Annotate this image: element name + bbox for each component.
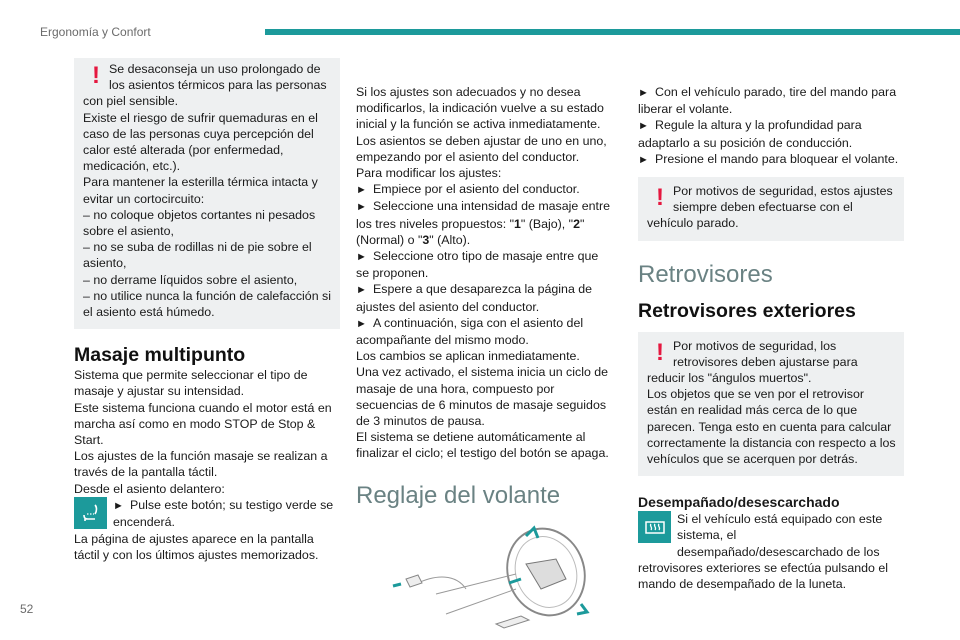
level-3: 3 <box>422 232 430 247</box>
warning-text: – no derrame líquidos sobre el asiento, <box>83 272 298 287</box>
step-text: ► Seleccione otro tipo de masaje entre que se proponen. <box>356 248 612 281</box>
warning-icon: ! <box>92 62 100 89</box>
page-number: 52 <box>20 602 34 616</box>
heading-retrovisores-exteriores: Retrovisores exteriores <box>638 299 856 322</box>
step-text: ► Espere a que desaparezca la página de ajustes del asiento del conductor. <box>356 281 612 314</box>
warning-text: Para mantener la esterilla térmica intacta y evitar un cortocircuito: <box>83 175 318 206</box>
rear-defrost-icon <box>638 511 671 543</box>
heading-retrovisores: Retrovisores <box>638 260 773 288</box>
warning-icon: ! <box>656 184 664 212</box>
paragraph: Para modificar los ajustes: <box>356 166 502 181</box>
text: " (Normal) o " <box>356 216 585 247</box>
text: Seleccione una intensidad de masaje entre los tres niveles propuestos: " <box>356 199 610 231</box>
step-text: ► Con el vehículo parado, tire del mando para liberar el volante. <box>638 84 904 117</box>
column-2 <box>356 84 612 638</box>
step-text <box>356 198 612 248</box>
paragraph: Sistema que permite seleccionar el tipo de masaje y ajustar su intensidad. <box>74 368 308 399</box>
heading-reglaje-volante: Reglaje del volante <box>356 481 561 509</box>
warning-box-mirrors <box>638 332 904 477</box>
warning-text: – no se suba de rodillas ni de pie sobre el asiento, <box>83 240 312 271</box>
header-accent-bar <box>265 29 960 35</box>
paragraph: Los cambios se aplican inmediatamente. <box>356 349 580 364</box>
level-2: 2 <box>573 216 580 231</box>
paragraph: Los ajustes de la función masaje se realizan a través de la pantalla táctil. <box>74 449 328 480</box>
warning-text: – no coloque objetos cortantes ni pesados sobre el asiento, <box>83 207 316 239</box>
heading-desempanado: Desempañado/desescarchado <box>638 494 840 511</box>
level-1: 1 <box>513 216 521 231</box>
text: " (Bajo), " <box>520 216 574 231</box>
text: " (Alto). <box>429 232 471 247</box>
section-header: Ergonomía y Confort <box>40 25 151 39</box>
warning-box-heated-seats <box>74 58 340 329</box>
step-text: ► Regule la altura y la profundidad para adaptarlo a su posición de conducción. <box>638 117 904 150</box>
paragraph: La página de ajustes aparece en la pantalla táctil y con los últimos ajustes memorizados. <box>74 531 319 563</box>
paragraph: El sistema se detiene automáticamente al finalizar el ciclo; el testigo del botón se apaga. <box>356 430 609 461</box>
heading-masaje: Masaje multipunto <box>74 344 246 367</box>
paragraph: Una vez activado, el sistema inicia un ciclo de masaje de una hora, compuesto por secuencias de 6 minutos de masaje seguidos de 3 minutos de pausa. <box>356 365 609 429</box>
step-text: ► Presione el mando para bloquear el volante. <box>638 151 904 168</box>
step-text: ► A continuación, siga con el asiento del acompañante del mismo modo. <box>356 315 612 348</box>
step-text: ► Empiece por el asiento del conductor. <box>356 181 612 198</box>
warning-icon: ! <box>656 338 664 366</box>
massage-seat-icon <box>74 497 107 529</box>
warning-text: Por motivos de seguridad, los retrovisores deben ajustarse para reducir los "ángulos muertos". <box>647 338 858 386</box>
step-text: ► Pulse este botón; su testigo verde se encenderá. <box>74 497 340 530</box>
column-1 <box>74 58 340 563</box>
steering-wheel-illustration <box>376 524 606 634</box>
paragraph: Si el vehículo está equipado con este sistema, el desempañado/desescarchado de los retrovisores exteriores se efectúa pulsando el mando de desempañado de la luneta. <box>638 512 889 592</box>
warning-text: Los objetos que se ven por el retrovisor están en realidad más cerca de lo que parecen. Tenga esto en cuenta para calcular correctamente la distancia con respecto a los vehículos que se acerquen por detrás. <box>647 387 896 467</box>
warning-text: Existe el riesgo de sufrir quemaduras en el caso de las personas cuya percepción del calor esté alterada (por enfermedad, medicación, etc.). <box>83 110 318 174</box>
warning-text: Se desaconseja un uso prolongado de los asientos térmicos para las personas con piel sensible. <box>83 62 327 109</box>
warning-box-steering <box>638 177 904 241</box>
paragraph: Los asientos se deben ajustar de uno en uno, empezando por el asiento del conductor. <box>356 133 607 164</box>
column-3 <box>638 84 904 592</box>
paragraph: Si los ajustes son adecuados y no desea modificarlos, la indicación vuelve a su estado inicial y la función se activa inmediatamente. <box>356 85 604 132</box>
warning-text: – no utilice nunca la función de calefacción si el asiento está húmedo. <box>83 288 331 320</box>
paragraph: Este sistema funciona cuando el motor está en marcha así como en modo STOP de Stop & Start. <box>74 400 332 448</box>
warning-text: Por motivos de seguridad, estos ajustes siempre deben efectuarse con el vehículo parado. <box>647 184 893 231</box>
paragraph: Desde el asiento delantero: <box>74 481 225 496</box>
